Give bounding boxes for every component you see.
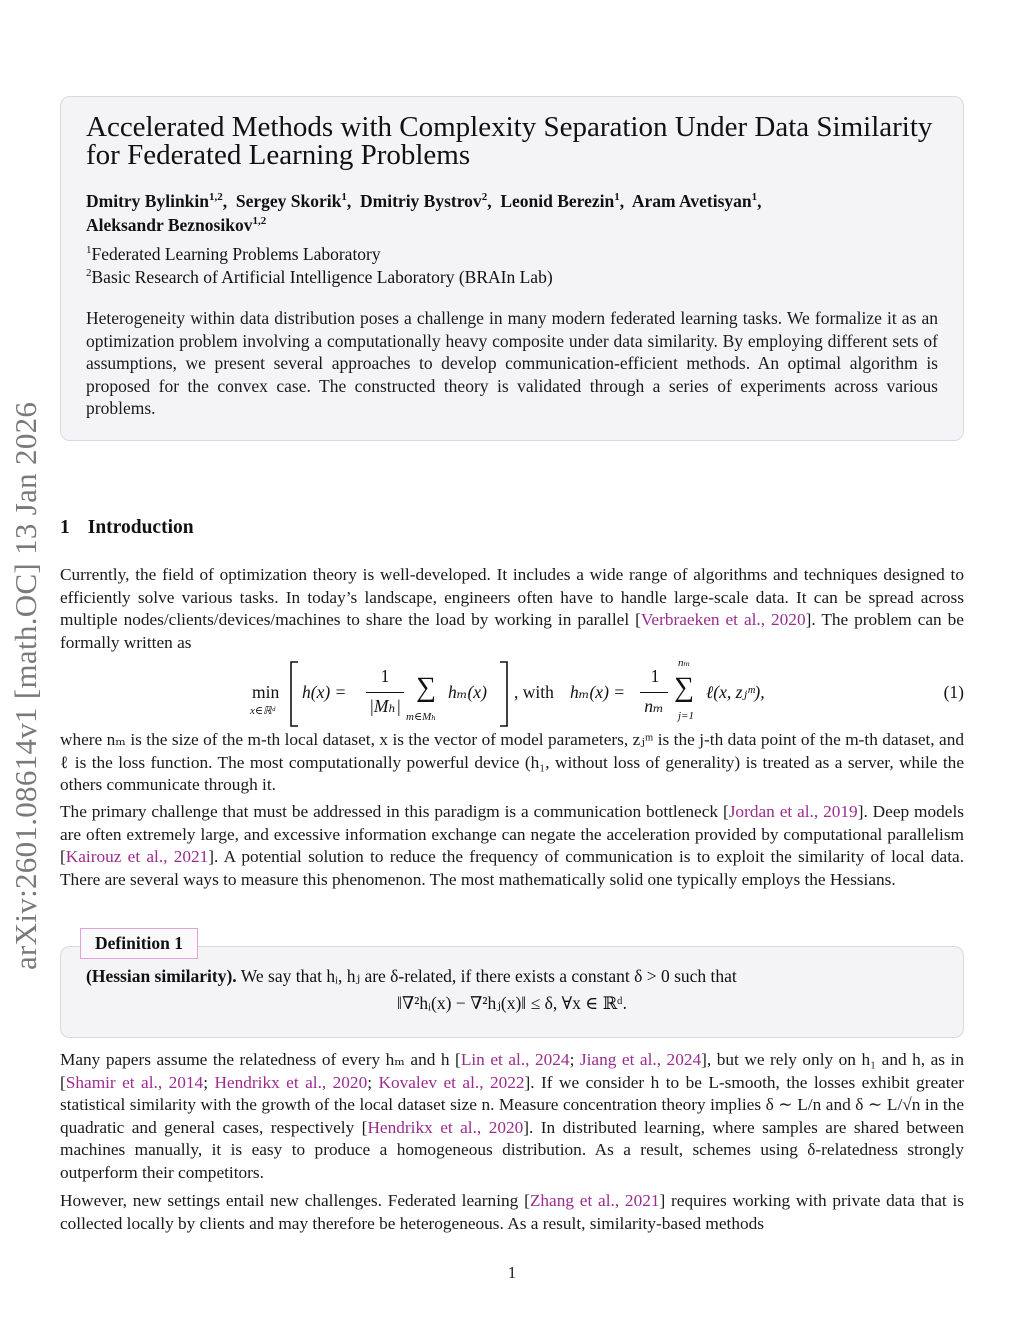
citation-link[interactable]: Verbraeken et al., 2020 <box>640 610 806 630</box>
definition-formula: ‖∇²hᵢ(x) − ∇²hⱼ(x)‖ ≤ δ, ∀x ∈ ℝᵈ. <box>397 993 627 1013</box>
author-list: Dmitry Bylinkin$^{1,2}$, Sergey Skorik$^1$, Dmitriy Bystrov$^2$, Leonid Berezin$^1$, Aram Avetisyan$^1$, Aleksandr Beznosikov$^{1,2}$ <box>86 191 762 235</box>
citation-link[interactable]: Hendrikx et al., 2020 <box>367 1117 524 1137</box>
eq-term2: ℓ(x, zⱼᵐ), <box>706 682 765 702</box>
definition-box <box>60 946 964 1038</box>
page-number: 1 <box>507 1263 517 1282</box>
eq-frac1-num: 1 <box>380 666 390 686</box>
eq-lhs: h(x) = <box>302 682 347 702</box>
citation-link[interactable]: Lin et al., 2024 <box>460 1050 570 1069</box>
eq-rhs-lhs: hₘ(x) = <box>570 682 626 702</box>
abstract: Heterogeneity within data distribution poses a challenge in many modern federated learning tasks. We formalize it as an optimization problem involving a computationally heavy composite under data similarity. By employing different sets of assumptions, we present several approaches to develop communication-efficient methods. An optimal algorithm is proposed for the convex case. The constructed theory is validated through a series of experiments across various problems. <box>86 308 938 419</box>
eq-min-subscript: x∈ℝᵈ <box>250 705 276 717</box>
eq-min: min <box>252 682 280 702</box>
right-bracket <box>498 660 510 728</box>
section-title: Introduction <box>87 517 194 538</box>
affiliation: $^1$Federated Learning Problems Laboratory <box>86 244 381 264</box>
eq-sum2-subscript: j=1 <box>678 710 694 722</box>
eq-term1: hₘ(x) <box>448 682 487 702</box>
paragraph: Many papers assume the relatedness of every hₘ and h [Lin et al., 2024; Jiang et al., 2024], but we rely only on h₁ and h, as in [Shamir et al., 2014; Hendrikx et al., 2020; Kovalev et al., 2022]. If we consider h to be L-smooth, the losses exhibit greater statistical similarity with the growth of the local dataset size n. Measure concentration theory implies δ ∼ L/n and δ ∼ L/√n in the quadratic and general cases, respectively [Hendrikx et al., 2020]. In distributed learning, where samples are shared between machines manually, it is easy to produce a homogeneous distribution. As a result, schemes using δ-relatedness strongly outperform their competitors. <box>60 1050 965 1182</box>
author: Dmitriy Bystrov$^2$ <box>360 191 488 211</box>
citation-link[interactable]: Zhang et al., 2021 <box>529 1191 660 1210</box>
eq-frac1-den: |Mₕ| <box>369 696 401 716</box>
sum-symbol: ∑ <box>674 672 694 703</box>
paragraph: The primary challenge that must be addressed in this paradigm is a communication bottleneck [Jordan et al., 2019]. Deep models are often extremely large, and excessive information exchange can negate the acceleration provided by computational parallelism [Kairouz et al., 2021]. A potential solution to reduce the frequency of communication is to exploit the similarity of local data. There are several ways to measure this phenomenon. The most mathematically solid one typically employs the Hessians. <box>60 802 965 889</box>
equation-1 <box>60 657 964 732</box>
sum-symbol: ∑ <box>416 672 436 703</box>
eq-frac2-den: nₘ <box>644 696 664 716</box>
eq-sum1-subscript: m∈Mₕ <box>406 711 437 723</box>
section-number: 1 <box>60 517 70 538</box>
eq-frac2-num: 1 <box>650 666 660 686</box>
equation-body <box>250 657 810 732</box>
fraction-bar <box>366 692 404 693</box>
equation-number: (1) <box>943 682 964 702</box>
title-box <box>60 96 964 441</box>
affiliations <box>86 243 938 289</box>
citation-link[interactable]: Kovalev et al., 2022 <box>378 1072 525 1092</box>
fraction-bar <box>640 692 668 693</box>
definition-name: (Hessian similarity). <box>86 966 237 986</box>
author: Aram Avetisyan$^1$ <box>631 191 758 211</box>
citation-link[interactable]: Hendrikx et al., 2020 <box>214 1072 368 1092</box>
arxiv-side-stamp: arXiv:2601.08614v1 [math.OC] 13 Jan 2026 <box>8 401 43 970</box>
section-heading <box>60 517 194 539</box>
eq-sum2-top: nₘ <box>678 657 691 669</box>
affiliation: $^2$Basic Research of Artificial Intelligence Laboratory (BRAIn Lab) <box>86 267 553 287</box>
citation-link[interactable]: Jordan et al., 2019 <box>728 802 858 821</box>
citation-link[interactable]: Jiang et al., 2024 <box>579 1050 702 1069</box>
citation-link[interactable]: Shamir et al., 2014 <box>65 1072 204 1092</box>
paragraph: Currently, the field of optimization theory is well-developed. It includes a wide range of algorithms and techniques designed to efficiently solve various tasks. In today’s landscape, engineers often have to handle large-scale data. It can be spread across multiple nodes/clients/devices/machines to share the load by working in parallel [Verbraeken et al., 2020]. The problem can be formally written as <box>60 565 964 652</box>
author: Sergey Skorik$^1$ <box>235 191 347 211</box>
left-bracket <box>288 660 300 728</box>
paper-title: Accelerated Methods with Complexity Separation Under Data Similarity for Federated Learning Problems <box>86 111 933 171</box>
author: Dmitry Bylinkin$^{1,2}$ <box>86 191 223 211</box>
eq-with: , with <box>514 682 554 702</box>
citation-link[interactable]: Kairouz et al., 2021 <box>65 847 209 867</box>
paragraph: However, new settings entail new challenges. Federated learning [Zhang et al., 2021] requires working with private data that is collected locally by clients and may therefore be heterogeneous. As a result, similarity-based methods <box>60 1191 964 1233</box>
definition-label: Definition 1 <box>80 928 198 959</box>
paragraph: where nₘ is the size of the m-th local dataset, x is the vector of model parameters, zⱼᵐ is the j-th data point of the m-th dataset, and ℓ is the loss function. The most computationally powerful device (h₁, without loss of generality) is treated as a server, while the others communicate through it. <box>60 730 964 795</box>
definition-text: (Hessian similarity). We say that hᵢ, hⱼ are δ-related, if there exists a constant δ > 0 such that <box>86 966 737 986</box>
author: Leonid Berezin$^1$ <box>500 191 620 211</box>
author: Aleksandr Beznosikov$^{1,2}$ <box>86 215 267 235</box>
